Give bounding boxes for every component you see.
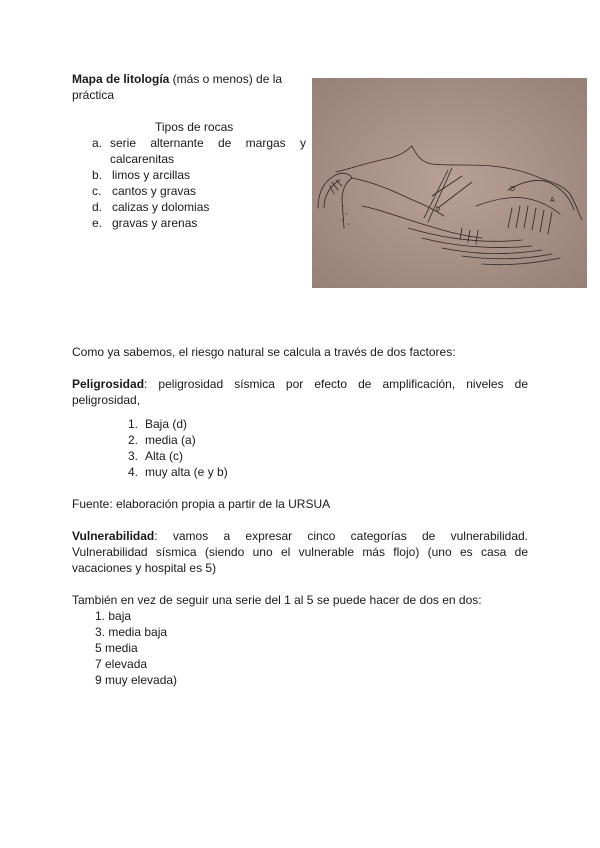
map-title <box>72 72 282 87</box>
sketch-label-a: A <box>550 197 555 204</box>
peligrosidad-label: Peligrosidad <box>72 377 145 391</box>
vulnerabilidad-label: Vulnerabilidad <box>72 529 155 543</box>
legend-item-a: serie alternante de margas y <box>110 136 306 150</box>
scale-item-9: 9 muy elevada) <box>95 673 178 687</box>
legend-title: Tipos de rocas <box>155 120 234 134</box>
map-title-rest: (más o menos) de la <box>169 72 283 86</box>
map-title-bold: Mapa de litología <box>72 72 170 86</box>
map-title-line2: práctica <box>72 88 115 102</box>
level-text-4: muy alta (e y b) <box>145 465 228 479</box>
peligrosidad-line1 <box>72 377 528 392</box>
scale-item-1: 1. baja <box>95 609 132 623</box>
legend-marker-e: e. <box>92 216 103 230</box>
level-text-2: media (a) <box>145 433 196 447</box>
vulnerabilidad-text: : vamos a expresar cinco categorías de vulnerabilidad. <box>154 529 528 543</box>
lithology-sketch-drawing <box>312 78 587 288</box>
legend-marker-b: b. <box>92 168 103 182</box>
level-num-3: 3. <box>128 449 139 463</box>
legend-marker-d: d. <box>92 200 103 214</box>
vulnerabilidad-line3: vacaciones y hospital es 5) <box>72 561 217 575</box>
sketch-label-b: b <box>436 206 440 213</box>
peligrosidad-line2: peligrosidad, <box>72 393 141 407</box>
tambien-intro: También en vez de seguir una serie del 1 al 5 se puede hacer de dos en dos: <box>72 593 482 607</box>
scale-item-3: 3. media baja <box>95 625 168 639</box>
level-num-1: 1. <box>128 417 139 431</box>
legend-marker-c: c. <box>92 184 102 198</box>
level-text-3: Alta (c) <box>145 449 184 463</box>
legend-item-a-cont: calcarenitas <box>110 152 175 166</box>
scale-item-7: 7 elevada <box>95 657 148 671</box>
peligrosidad-text: : peligrosidad sísmica por efecto de amplificación, niveles de <box>144 377 528 391</box>
level-num-4: 4. <box>128 465 139 479</box>
scale-item-5: 5 media <box>95 641 138 655</box>
source-text: Fuente: elaboración propia a partir de la URSUA <box>72 497 331 511</box>
lithology-sketch-photo <box>312 78 587 288</box>
intro-text: Como ya sabemos, el riesgo natural se calcula a través de dos factores: <box>72 345 456 359</box>
sketch-label-d: D <box>510 186 516 193</box>
legend-item-c: cantos y gravas <box>112 184 197 198</box>
legend-marker-a: a. <box>92 136 103 150</box>
level-num-2: 2. <box>128 433 139 447</box>
vulnerabilidad-line1 <box>72 529 528 544</box>
legend-item-d: calizas y dolomias <box>112 200 210 214</box>
photo-paper <box>312 78 587 288</box>
legend-item-e: gravas y arenas <box>112 216 198 230</box>
vulnerabilidad-line2: Vulnerabilidad sísmica (siendo uno el vulnerable más flojo) (uno es casa de <box>72 545 528 559</box>
level-text-1: Baja (d) <box>145 417 188 431</box>
legend-item-b: limos y arcillas <box>112 168 191 182</box>
